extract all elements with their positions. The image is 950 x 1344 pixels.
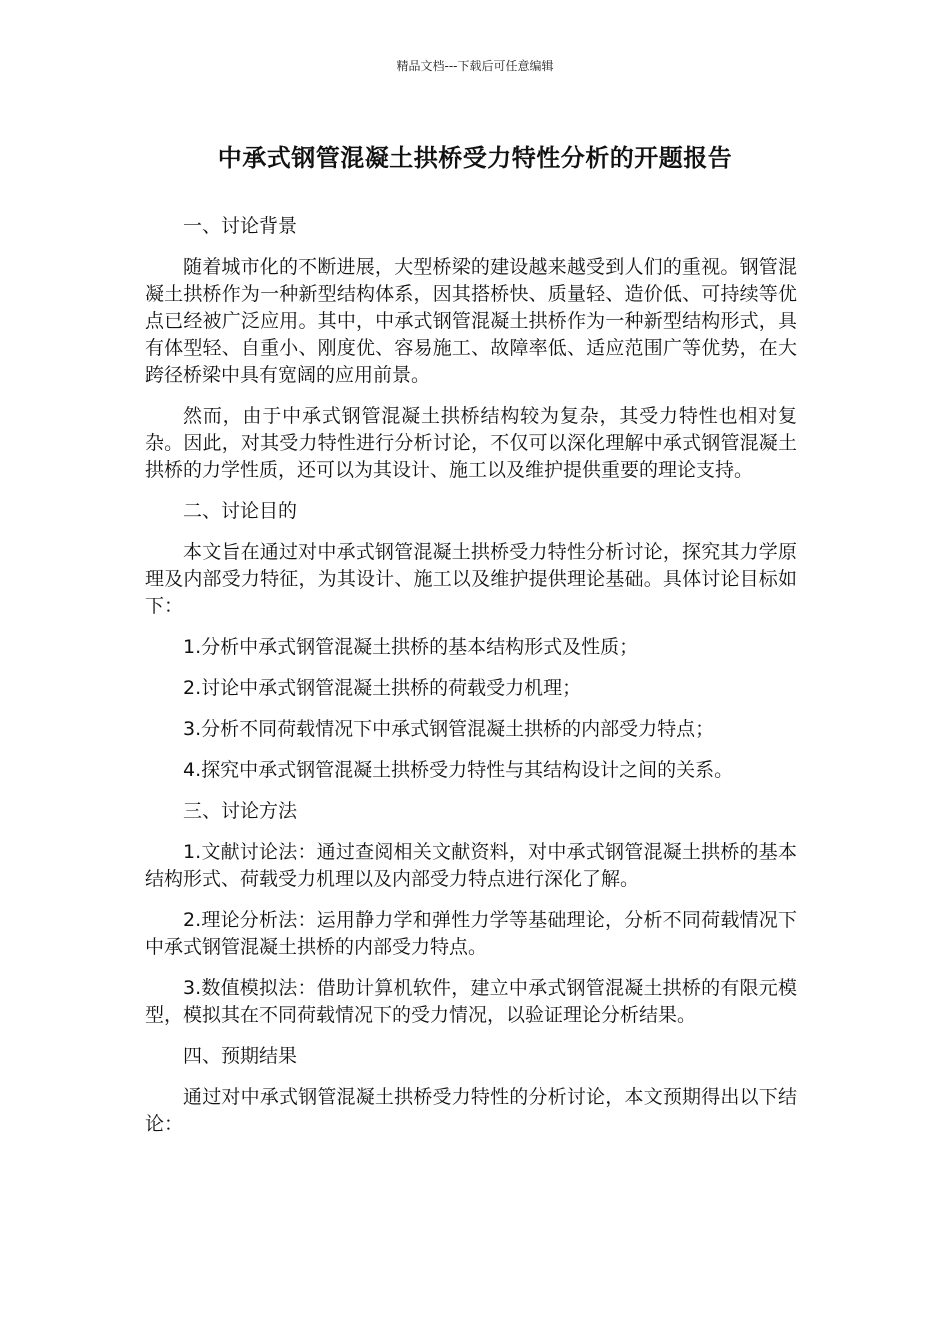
paragraph: 然而，由于中承式钢管混凝土拱桥结构较为复杂，其受力特性也相对复杂。因此，对其受力特性进行分析讨论，不仅可以深化理解中承式钢管混凝土拱桥的力学性质，还可以为其设计、施工以及维护提供重要的理论支持。 xyxy=(145,405,797,481)
document-title: 中承式钢管混凝土拱桥受力特性分析的开题报告 xyxy=(217,144,733,172)
paragraph: 通过对中承式钢管混凝土拱桥受力特性的分析讨论，本文预期得出以下结论： xyxy=(145,1086,797,1135)
list-item: 4.探究中承式钢管混凝土拱桥受力特性与其结构设计之间的关系。 xyxy=(183,759,734,781)
list-item: 2.讨论中承式钢管混凝土拱桥的荷载受力机理； xyxy=(183,677,582,699)
paragraph: 本文旨在通过对中承式钢管混凝土拱桥受力特性分析讨论，探究其力学原理及内部受力特征，为其设计、施工以及维护提供理论基础。具体讨论目标如下： xyxy=(145,541,797,617)
paragraph: 随着城市化的不断进展，大型桥梁的建设越来越受到人们的重视。钢管混凝土拱桥作为一种新型结构体系，因其搭桥快、质量轻、造价低、可持续等优点已经被广泛应用。其中，中承式钢管混凝土拱桥作为一种新型结构形式，具有体型轻、自重小、刚度优、容易施工、故障率低、适应范围广等优势，在大跨径桥梁中具有宽阔的应用前景。 xyxy=(145,256,797,386)
list-item: 1.文献讨论法：通过查阅相关文献资料，对中承式钢管混凝土拱桥的基本结构形式、荷载受力机理以及内部受力特点进行深化了解。 xyxy=(145,841,797,890)
section-heading-expected-results: 四、预期结果 xyxy=(183,1045,298,1067)
list-item: 1.分析中承式钢管混凝土拱桥的基本结构形式及性质； xyxy=(183,636,639,658)
section-heading-background: 一、讨论背景 xyxy=(183,215,298,237)
list-item: 2.理论分析法：运用静力学和弹性力学等基础理论，分析不同荷载情况下中承式钢管混凝土拱桥的内部受力特点。 xyxy=(145,909,797,958)
section-heading-methods: 三、讨论方法 xyxy=(183,800,298,822)
document-body xyxy=(145,213,797,1152)
section-heading-purpose: 二、讨论目的 xyxy=(183,500,298,522)
list-item: 3.数值模拟法：借助计算机软件，建立中承式钢管混凝土拱桥的有限元模型，模拟其在不同荷载情况下的受力情况，以验证理论分析结果。 xyxy=(145,977,797,1026)
list-item: 3.分析不同荷载情况下中承式钢管混凝土拱桥的内部受力特点； xyxy=(183,718,715,740)
page-header-note: 精品文档---下载后可任意编辑 xyxy=(396,59,554,73)
